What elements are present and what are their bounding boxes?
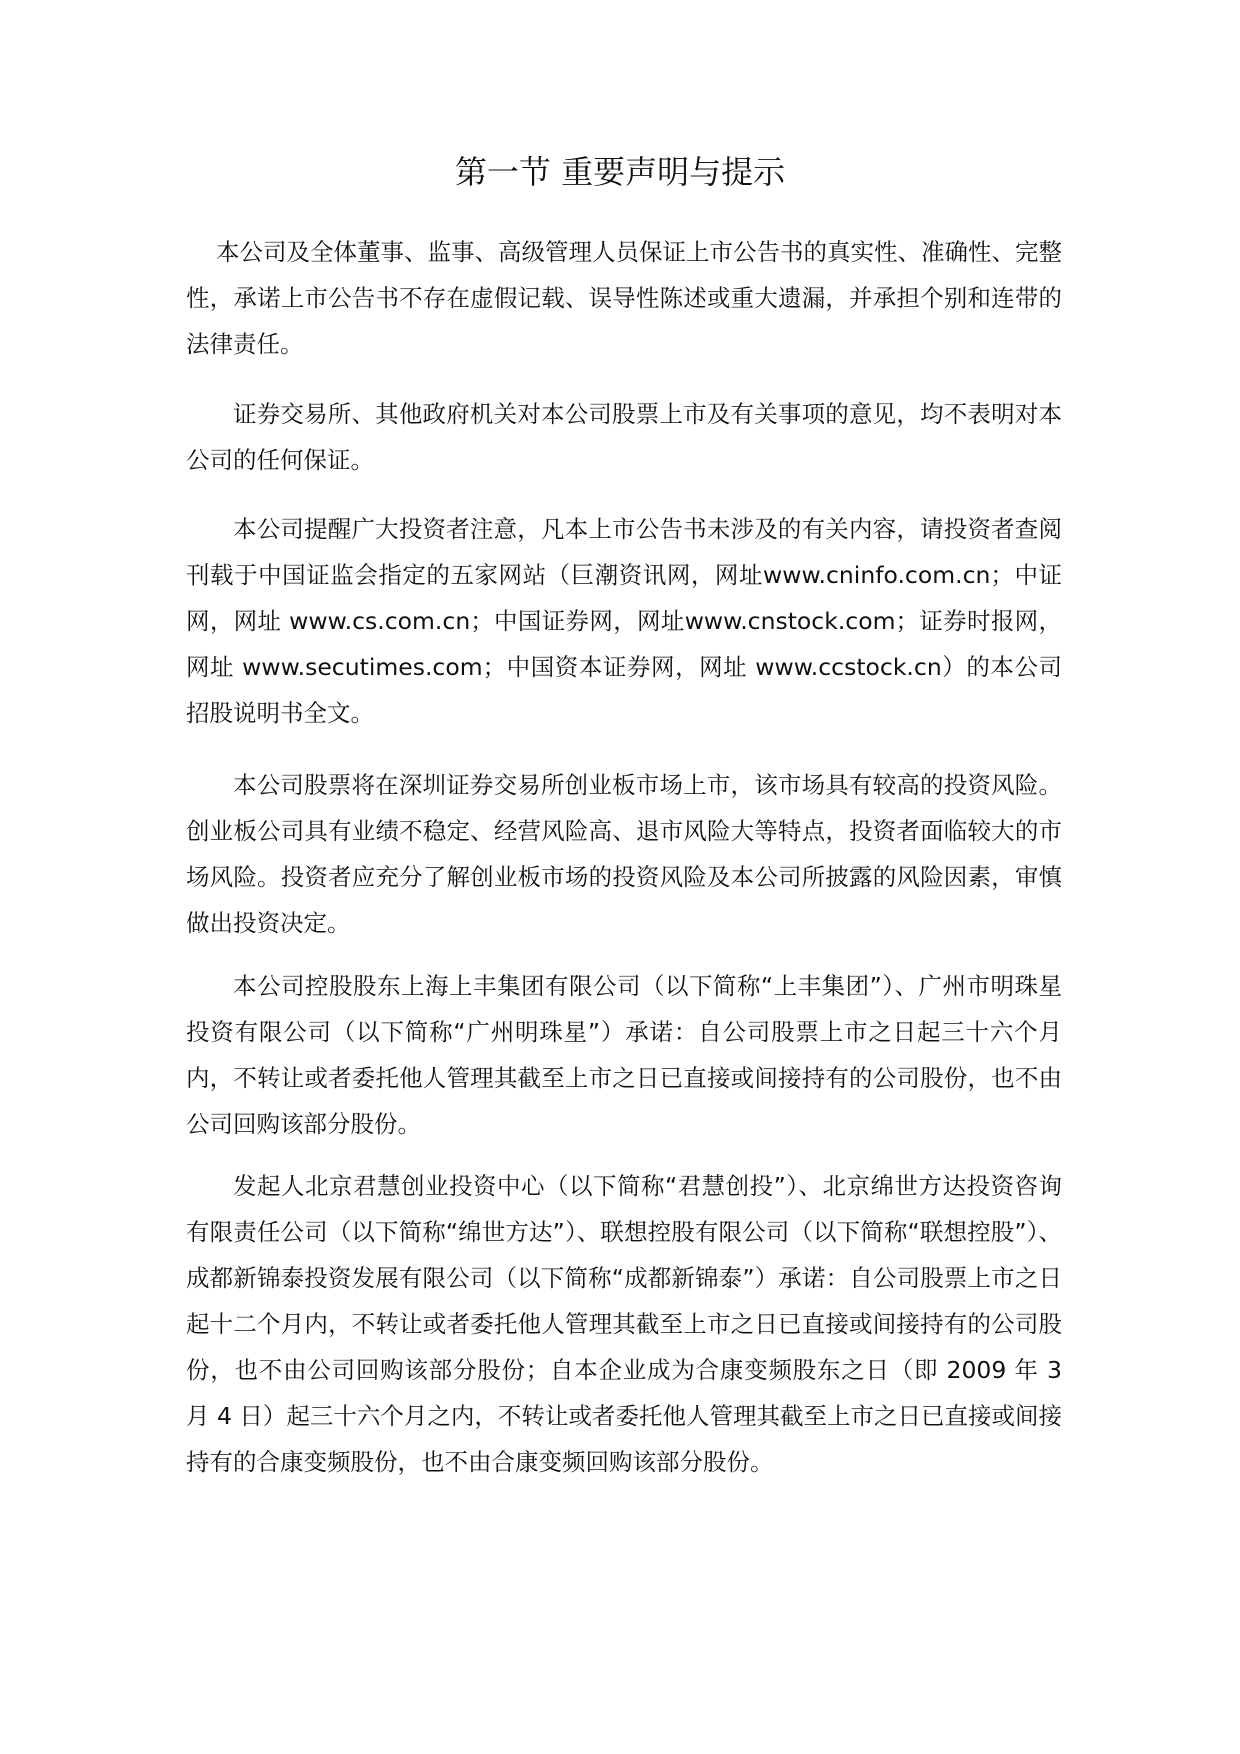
paragraph-market-risk: 本公司股票将在深圳证券交易所创业板市场上市，该市场具有较高的投资风险。创业板公司具有业绩不稳定、经营风险高、退市风险大等特点，投资者面临较大的市场风险。投资者应充分了解创业板市场的投资风险及本公司所披露的风险因素，审慎做出投资决定。 [186, 771, 1062, 937]
paragraph-no-guarantee: 证券交易所、其他政府机关对本公司股票上市及有关事项的意见，均不表明对本公司的任何保证。 [186, 400, 1062, 474]
paragraph-controlling-shareholder-commitment: 本公司控股股东上海上丰集团有限公司（以下简称“上丰集团”）、广州市明珠星投资有限公司（以下简称“广州明珠星”）承诺：自公司股票上市之日起三十六个月内，不转让或者委托他人管理其截至上市之日已直接或间接持有的公司股份，也不由公司回购该部分股份。 [186, 972, 1062, 1138]
paragraph-investor-notice: 本公司提醒广大投资者注意，凡本上市公告书未涉及的有关内容，请投资者查阅刊载于中国证监会指定的五家网站（巨潮资讯网，网址www.cninfo.com.cn；中证网，网址 www.cs.com.cn；中国证券网，网址www.cnstock.com；证券时报网，网址 www.secutimes.com；中国资本证券网，网址 www.ccstock.cn）的本公司招股说明书全文。 [186, 515, 1062, 727]
paragraph-accuracy-statement: 本公司及全体董事、监事、高级管理人员保证上市公告书的真实性、准确性、完整性，承诺上市公告书不存在虚假记载、误导性陈述或重大遗漏，并承担个别和连带的法律责任。 [186, 238, 1062, 358]
section-title: 第一节 重要声明与提示 [454, 153, 786, 191]
paragraph-sponsor-commitment: 发起人北京君慧创业投资中心（以下简称“君慧创投”）、北京绵世方达投资咨询有限责任公司（以下简称“绵世方达”）、联想控股有限公司（以下简称“联想控股”）、成都新锦泰投资发展有限公司（以下简称“成都新锦泰”）承诺：自公司股票上市之日起十二个月内，不转让或者委托他人管理其截至上市之日已直接或间接持有的公司股份，也不由公司回购该部分股份；自本企业成为合康变频股东之日（即 2009 年 3 月 4 日）起三十六个月之内，不转让或者委托他人管理其截至上市之日已直接或间接持有的合康变频股份，也不由合康变频回购该部分股份。 [186, 1172, 1062, 1476]
